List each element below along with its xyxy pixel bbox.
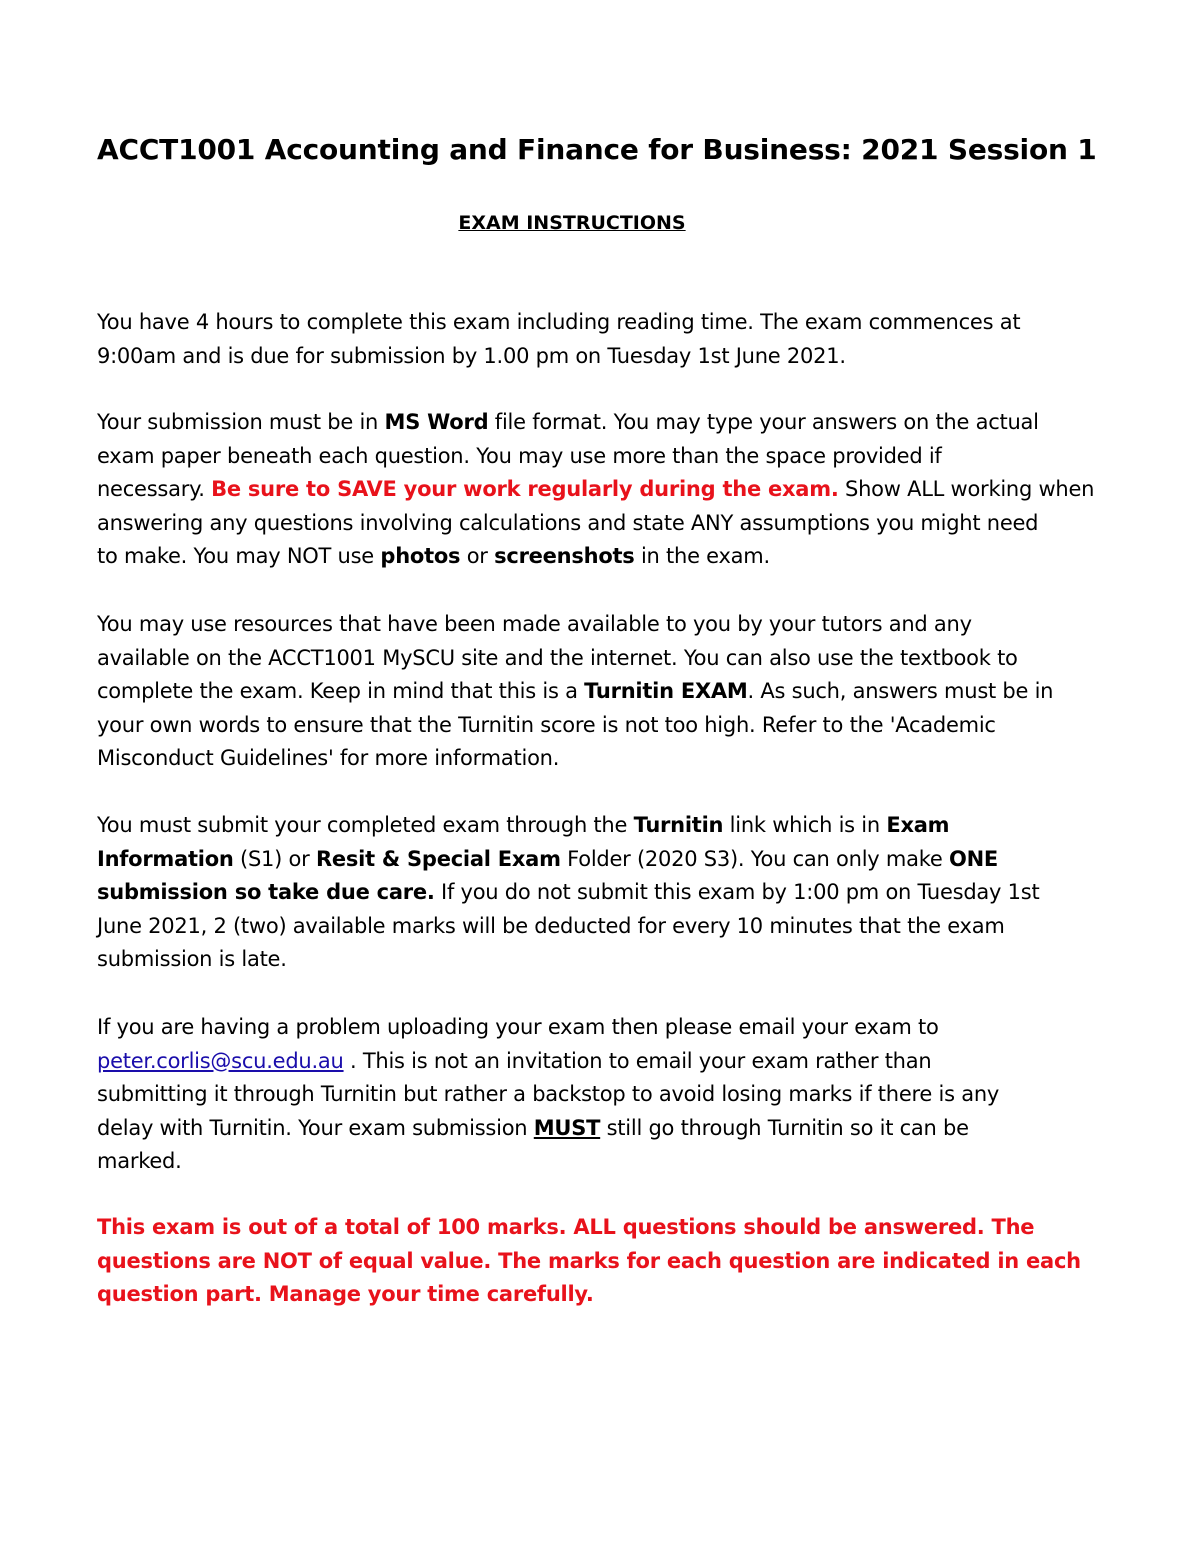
bold-text: Resit & Special Exam (315, 846, 561, 871)
bold-text: MS Word (384, 410, 489, 434)
text-line: question part. Manage your time carefully. (97, 1282, 594, 1307)
text-line: You have 4 hours to complete this exam including reading time. The exam commences at (97, 310, 1021, 334)
text-run: (S1) or (233, 846, 316, 871)
bold-text: ONE (948, 846, 998, 871)
paragraph-turnitin-submission (97, 809, 1039, 977)
bold-text: Turnitin EXAM (584, 679, 748, 704)
text-run: . As such, answers must be in (747, 679, 1054, 704)
paragraph-resources (97, 608, 1053, 776)
bold-text: Information (97, 846, 234, 871)
text-line: marked. (97, 1149, 182, 1174)
text-run: still go through Turnitin so it can be (600, 1115, 969, 1140)
text-line: If you are having a problem uploading your exam then please email your exam to (97, 1015, 939, 1039)
bold-text: photos (380, 544, 461, 569)
paragraph-duration (97, 306, 1020, 373)
text-line: exam paper beneath each question. You may use more than the space provided if (97, 443, 942, 468)
bold-text: Turnitin (633, 813, 724, 837)
text-run: in the exam. (634, 544, 770, 569)
text-run: Show ALL working when (838, 477, 1095, 502)
text-line: questions are NOT of equal value. The marks for each question are indicated in each (97, 1248, 1081, 1273)
text-line: June 2021, 2 (two) available marks will be deducted for every 10 minutes that the exam (97, 913, 1005, 938)
email-link[interactable]: peter.corlis@scu.edu.au (97, 1048, 344, 1073)
text-run: If you do not submit this exam by 1:00 pm on Tuesday 1st (434, 880, 1040, 905)
text-run: . This is not an invitation to email your exam rather than (343, 1048, 932, 1073)
text-line: available on the ACCT1001 MySCU site and the internet. You can also use the textbook to (97, 645, 1018, 670)
text-line: submitting it through Turnitin but rather a backstop to avoid losing marks if there is any (97, 1082, 1000, 1107)
text-run: or (460, 544, 495, 569)
text-run: to make. You may NOT use (97, 544, 381, 569)
bold-text: submission so take due care. (97, 880, 435, 905)
text-run: delay with Turnitin. Your exam submission (97, 1115, 534, 1140)
text-run: You must submit your completed exam through the (97, 813, 634, 837)
text-run: necessary. (97, 477, 212, 502)
text-run: Folder (2020 S3). You can only make (560, 846, 949, 871)
text-line: This exam is out of a total of 100 marks. ALL questions should be answered. The (97, 1215, 1035, 1239)
text-run: Your submission must be in (97, 410, 385, 434)
paragraph-marks-warning (97, 1211, 1081, 1312)
text-run: complete the exam. Keep in mind that this is a (97, 679, 585, 704)
text-run: link which is in (723, 813, 887, 837)
text-line: Misconduct Guidelines' for more information. (97, 746, 560, 771)
text-line: You may use resources that have been made available to you by your tutors and any (97, 612, 972, 636)
bold-underlined-text: MUST (533, 1115, 601, 1140)
text-run: file format. You may type your answers on the actual (488, 410, 1039, 434)
section-heading-exam-instructions: EXAM INSTRUCTIONS (458, 212, 686, 234)
paragraph-submission-format (97, 406, 1094, 574)
text-line: your own words to ensure that the Turnitin score is not too high. Refer to the 'Academic (97, 712, 996, 737)
paragraph-upload-problems (97, 1011, 999, 1179)
text-line: 9:00am and is due for submission by 1.00 pm on Tuesday 1st June 2021. (97, 343, 846, 368)
bold-text: screenshots (494, 544, 635, 569)
text-line: answering any questions involving calculations and state ANY assumptions you might need (97, 510, 1039, 535)
text-line: submission is late. (97, 947, 287, 972)
document-title: ACCT1001 Accounting and Finance for Business: 2021 Session 1 (97, 133, 1097, 166)
save-warning-text: Be sure to SAVE your work regularly during the exam. (211, 477, 839, 502)
bold-text: Exam (886, 813, 950, 837)
